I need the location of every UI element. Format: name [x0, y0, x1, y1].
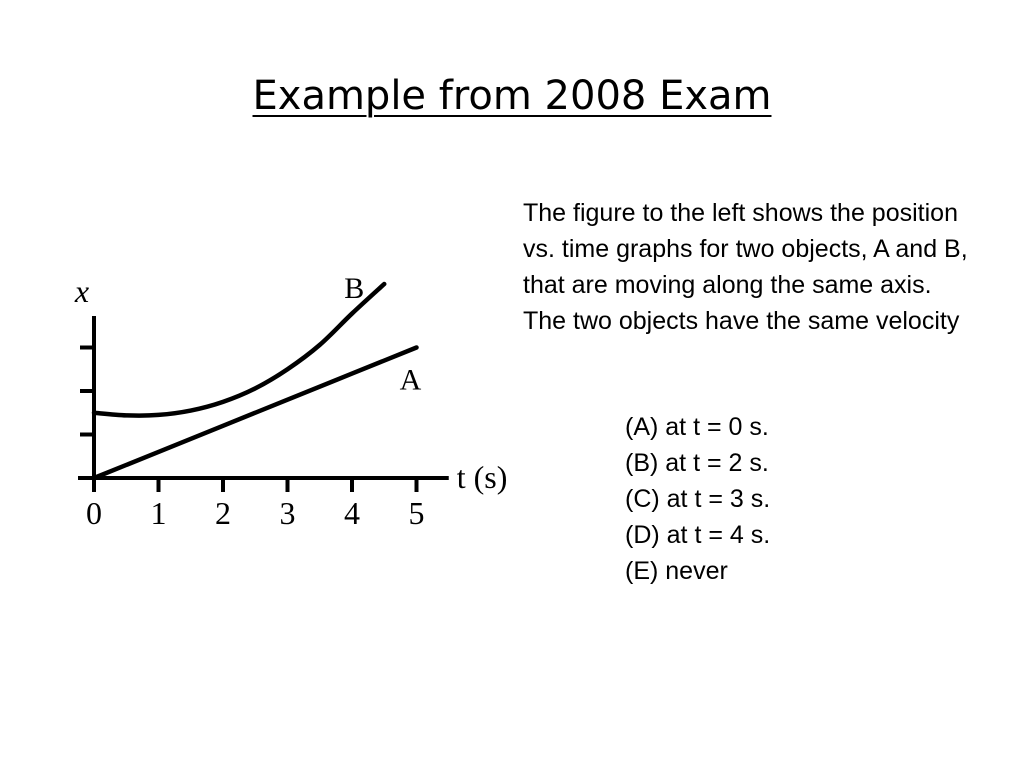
x-tick-label-3: 3: [279, 495, 296, 531]
x-tick-label-4: 4: [344, 495, 360, 531]
y-axis-label: x: [74, 273, 90, 309]
slide-title: [0, 68, 1024, 124]
choice-b: (B) at t = 2 s.: [625, 449, 769, 477]
choice-a: (A) at t = 0 s.: [625, 413, 769, 441]
x-axis-label: t (s): [456, 459, 508, 495]
series-b-label: B: [344, 271, 365, 305]
x-tick-label-5: 5: [408, 495, 425, 531]
question-block: [523, 195, 973, 339]
question-text: The figure to the left shows the position vs. time graphs for two objects, A and B, that are moving along the same axis. The two objects have the same velocity: [523, 199, 968, 335]
answer-choices: [625, 409, 770, 589]
series-a-line: [94, 348, 417, 479]
choice-c: (C) at t = 3 s.: [625, 485, 771, 513]
x-tick-label-0: 0: [86, 495, 102, 531]
position-time-graph: [60, 190, 530, 540]
x-tick-label-2: 2: [215, 495, 231, 531]
choice-d: (D) at t = 4 s.: [625, 521, 771, 549]
slide-title-text: Example from 2008 Exam: [252, 73, 772, 119]
chart-svg: [60, 190, 530, 540]
series-a-label: A: [399, 363, 422, 397]
series-b-line: [94, 284, 384, 416]
x-tick-label-1: 1: [150, 495, 167, 531]
choice-e: (E) never: [625, 557, 728, 585]
